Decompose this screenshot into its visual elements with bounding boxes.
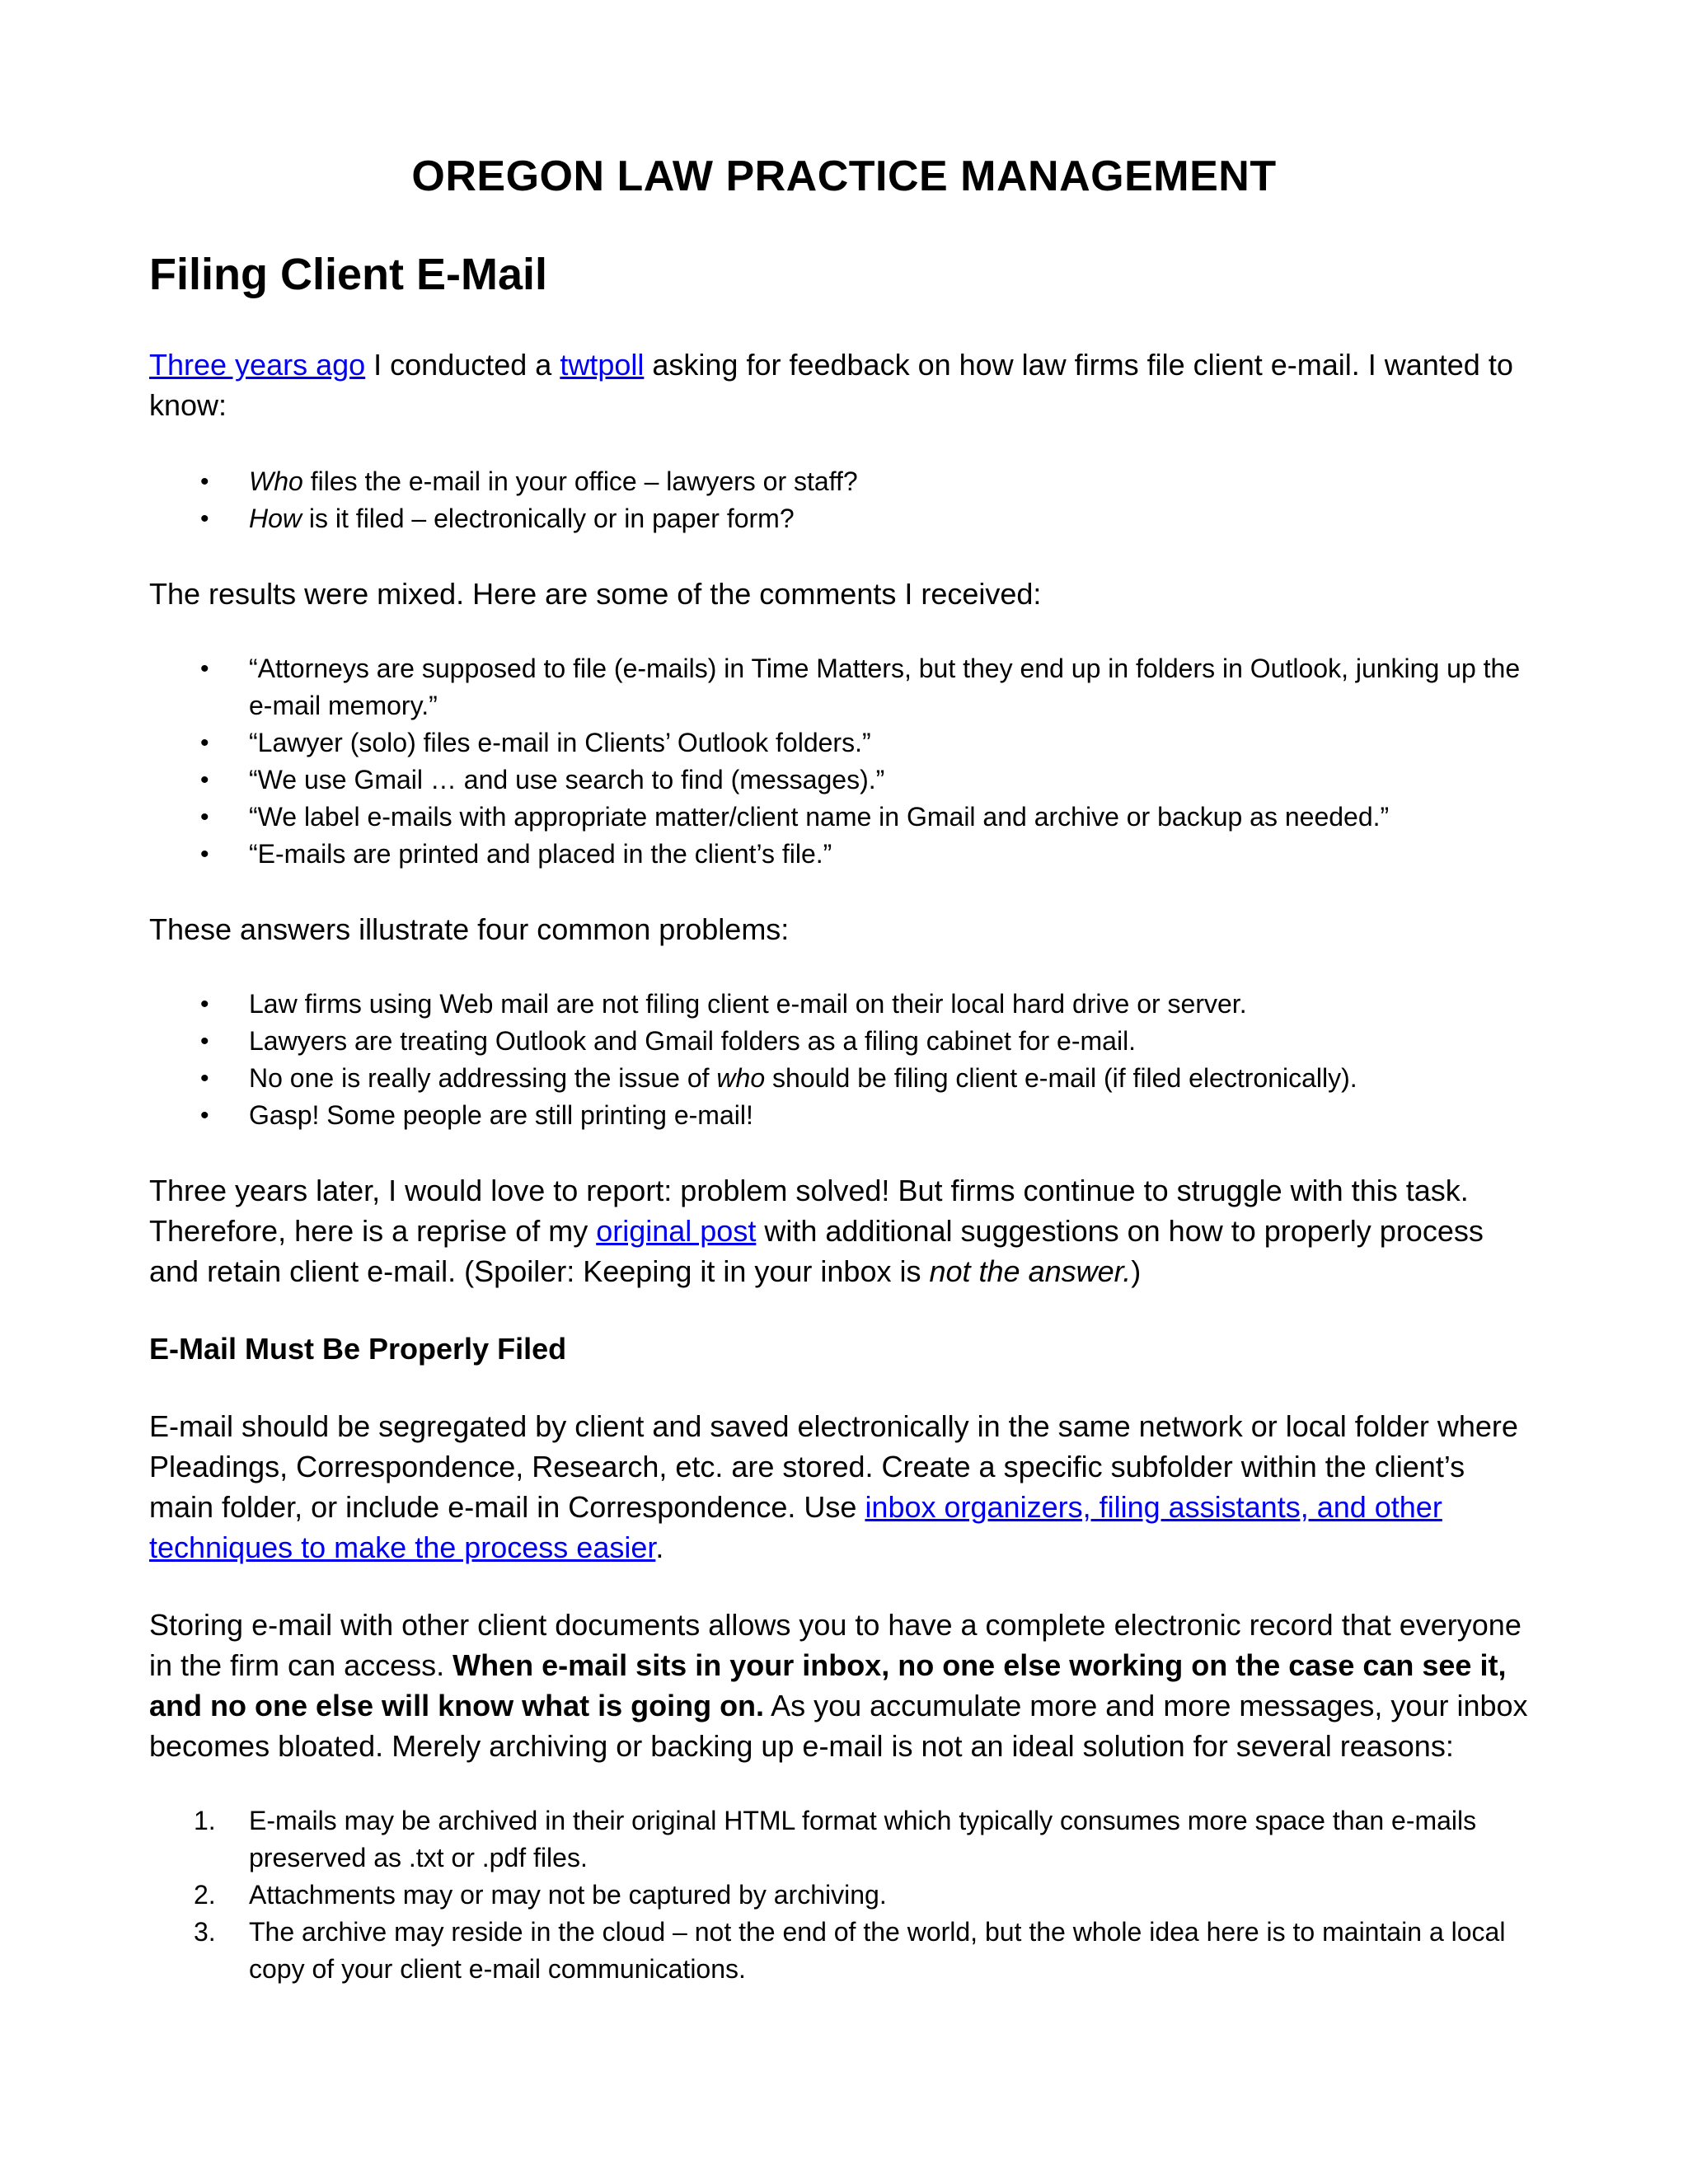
page-title: Filing Client E-Mail [149, 250, 547, 299]
list-number: 3. [194, 1917, 216, 1947]
question-text: is it filed – electronically or in paper form? [302, 504, 795, 533]
reason-text: E-mails may be archived in their original HTML format which typically consumes more space than e-mails preserved as .txt or .pdf files. [249, 1806, 1477, 1872]
storing-text-2: As you accumulate more and more messages, your inbox becomes bloated. Merely archiving or backing up e-mail is not an ideal solution for several reasons: [149, 1689, 1528, 1763]
reason-text: The archive may reside in the cloud – not the end of the world, but the whole idea here is to maintain a local copy of your client e-mail communications. [249, 1917, 1506, 1984]
list-number: 1. [194, 1806, 216, 1835]
question-text: files the e-mail in your office – lawyers or staff? [302, 466, 858, 496]
list-item [149, 799, 1534, 836]
inbox-organizers-link[interactable]: inbox organizers, filing assistants, and other techniques to make the process easier [149, 1490, 1442, 1564]
list-item [149, 1877, 1534, 1914]
later-text-3: ) [1131, 1254, 1142, 1288]
article-body [149, 344, 1534, 1988]
comments-list [149, 650, 1534, 873]
filed-text-2: . [655, 1530, 664, 1564]
reasons-list [149, 1802, 1534, 1988]
intro-paragraph [149, 344, 1534, 425]
comment-text: “E-mails are printed and placed in the client’s file.” [249, 839, 832, 869]
results-intro: The results were mixed. Here are some of the comments I received: [149, 577, 1042, 611]
storing-paragraph [149, 1605, 1534, 1766]
comment-text: “Lawyer (solo) files e-mail in Clients’ Outlook folders.” [249, 728, 871, 757]
intro-text-1: I conducted a [365, 348, 560, 382]
comment-text: “We label e-mails with appropriate matter/client name in Gmail and archive or backup as needed.” [249, 802, 1390, 832]
question-emphasis: How [249, 504, 302, 533]
list-item [149, 1802, 1534, 1877]
list-item [149, 1914, 1534, 1988]
header-title: OREGON LAW PRACTICE MANAGEMENT [411, 152, 1277, 200]
original-post-link[interactable]: original post [596, 1214, 757, 1248]
later-paragraph [149, 1170, 1534, 1291]
list-item [149, 1023, 1534, 1060]
problem-text: Law firms using Web mail are not filing client e-mail on their local hard drive or server. [249, 989, 1247, 1019]
bullet-icon: • [200, 991, 209, 1018]
problem-emphasis: who [716, 1063, 766, 1093]
list-item [149, 463, 1534, 500]
bullet-icon: • [200, 766, 209, 794]
bullet-icon: • [200, 655, 209, 682]
question-emphasis: Who [249, 466, 303, 496]
list-item [149, 986, 1534, 1023]
bullet-icon: • [200, 505, 209, 532]
later-text-2: with additional suggestions on how to properly process and retain client e-mail. (Spoiler: Keeping it in your inbox is [149, 1214, 1484, 1288]
bullet-icon: • [200, 841, 209, 868]
problem-text-pre: No one is really addressing the issue of [249, 1063, 717, 1093]
bullet-icon: • [200, 468, 209, 495]
list-item [149, 724, 1534, 762]
twtpoll-link[interactable]: twtpoll [560, 348, 645, 382]
reason-text: Attachments may or may not be captured by archiving. [249, 1880, 887, 1910]
bullet-icon: • [200, 804, 209, 831]
filed-text-1: E-mail should be segregated by client and saved electronically in the same network or local folder where Pleadings, Correspondence, Research, etc. are stored. Create a specific subfolder within the client’s main folder, or include e-mail in Correspondence. Use [149, 1409, 1518, 1524]
bullet-icon: • [200, 729, 209, 757]
problem-text-post: should be filing client e-mail (if filed electronically). [765, 1063, 1357, 1093]
comment-text: “Attorneys are supposed to file (e-mails) in Time Matters, but they end up in folders in Outlook, junking up the e-mail memory.” [249, 654, 1521, 720]
bullet-icon: • [200, 1102, 209, 1129]
list-item [149, 500, 1534, 537]
section-heading: E-Mail Must Be Properly Filed [149, 1332, 567, 1366]
questions-list [149, 463, 1534, 537]
comment-text: “We use Gmail … and use search to find (messages).” [249, 765, 885, 794]
problems-list [149, 986, 1534, 1134]
list-item [149, 650, 1534, 724]
list-item [149, 762, 1534, 799]
bullet-icon: • [200, 1065, 209, 1092]
later-emphasis: not the answer. [929, 1254, 1132, 1288]
intro-text-2: asking for feedback on how law firms file client e-mail. I wanted to know: [149, 348, 1513, 422]
problem-text: Gasp! Some people are still printing e-mail! [249, 1100, 753, 1130]
problems-intro: These answers illustrate four common problems: [149, 912, 790, 946]
three-years-ago-link[interactable]: Three years ago [149, 348, 366, 382]
problem-text: Lawyers are treating Outlook and Gmail folders as a filing cabinet for e-mail. [249, 1026, 1137, 1056]
list-item [149, 1060, 1534, 1097]
bullet-icon: • [200, 1028, 209, 1055]
list-item [149, 1097, 1534, 1134]
storing-text-1: Storing e-mail with other client documents allows you to have a complete electronic record that everyone in the firm can access. [149, 1608, 1522, 1682]
storing-strong: When e-mail sits in your inbox, no one else working on the case can see it, and no one else will know what is going on. [149, 1648, 1507, 1722]
list-item [149, 836, 1534, 873]
later-text-1: Three years later, I would love to report: problem solved! But firms continue to struggle with this task. Therefore, here is a reprise of my [149, 1174, 1469, 1248]
filed-paragraph [149, 1406, 1534, 1568]
list-number: 2. [194, 1880, 216, 1910]
